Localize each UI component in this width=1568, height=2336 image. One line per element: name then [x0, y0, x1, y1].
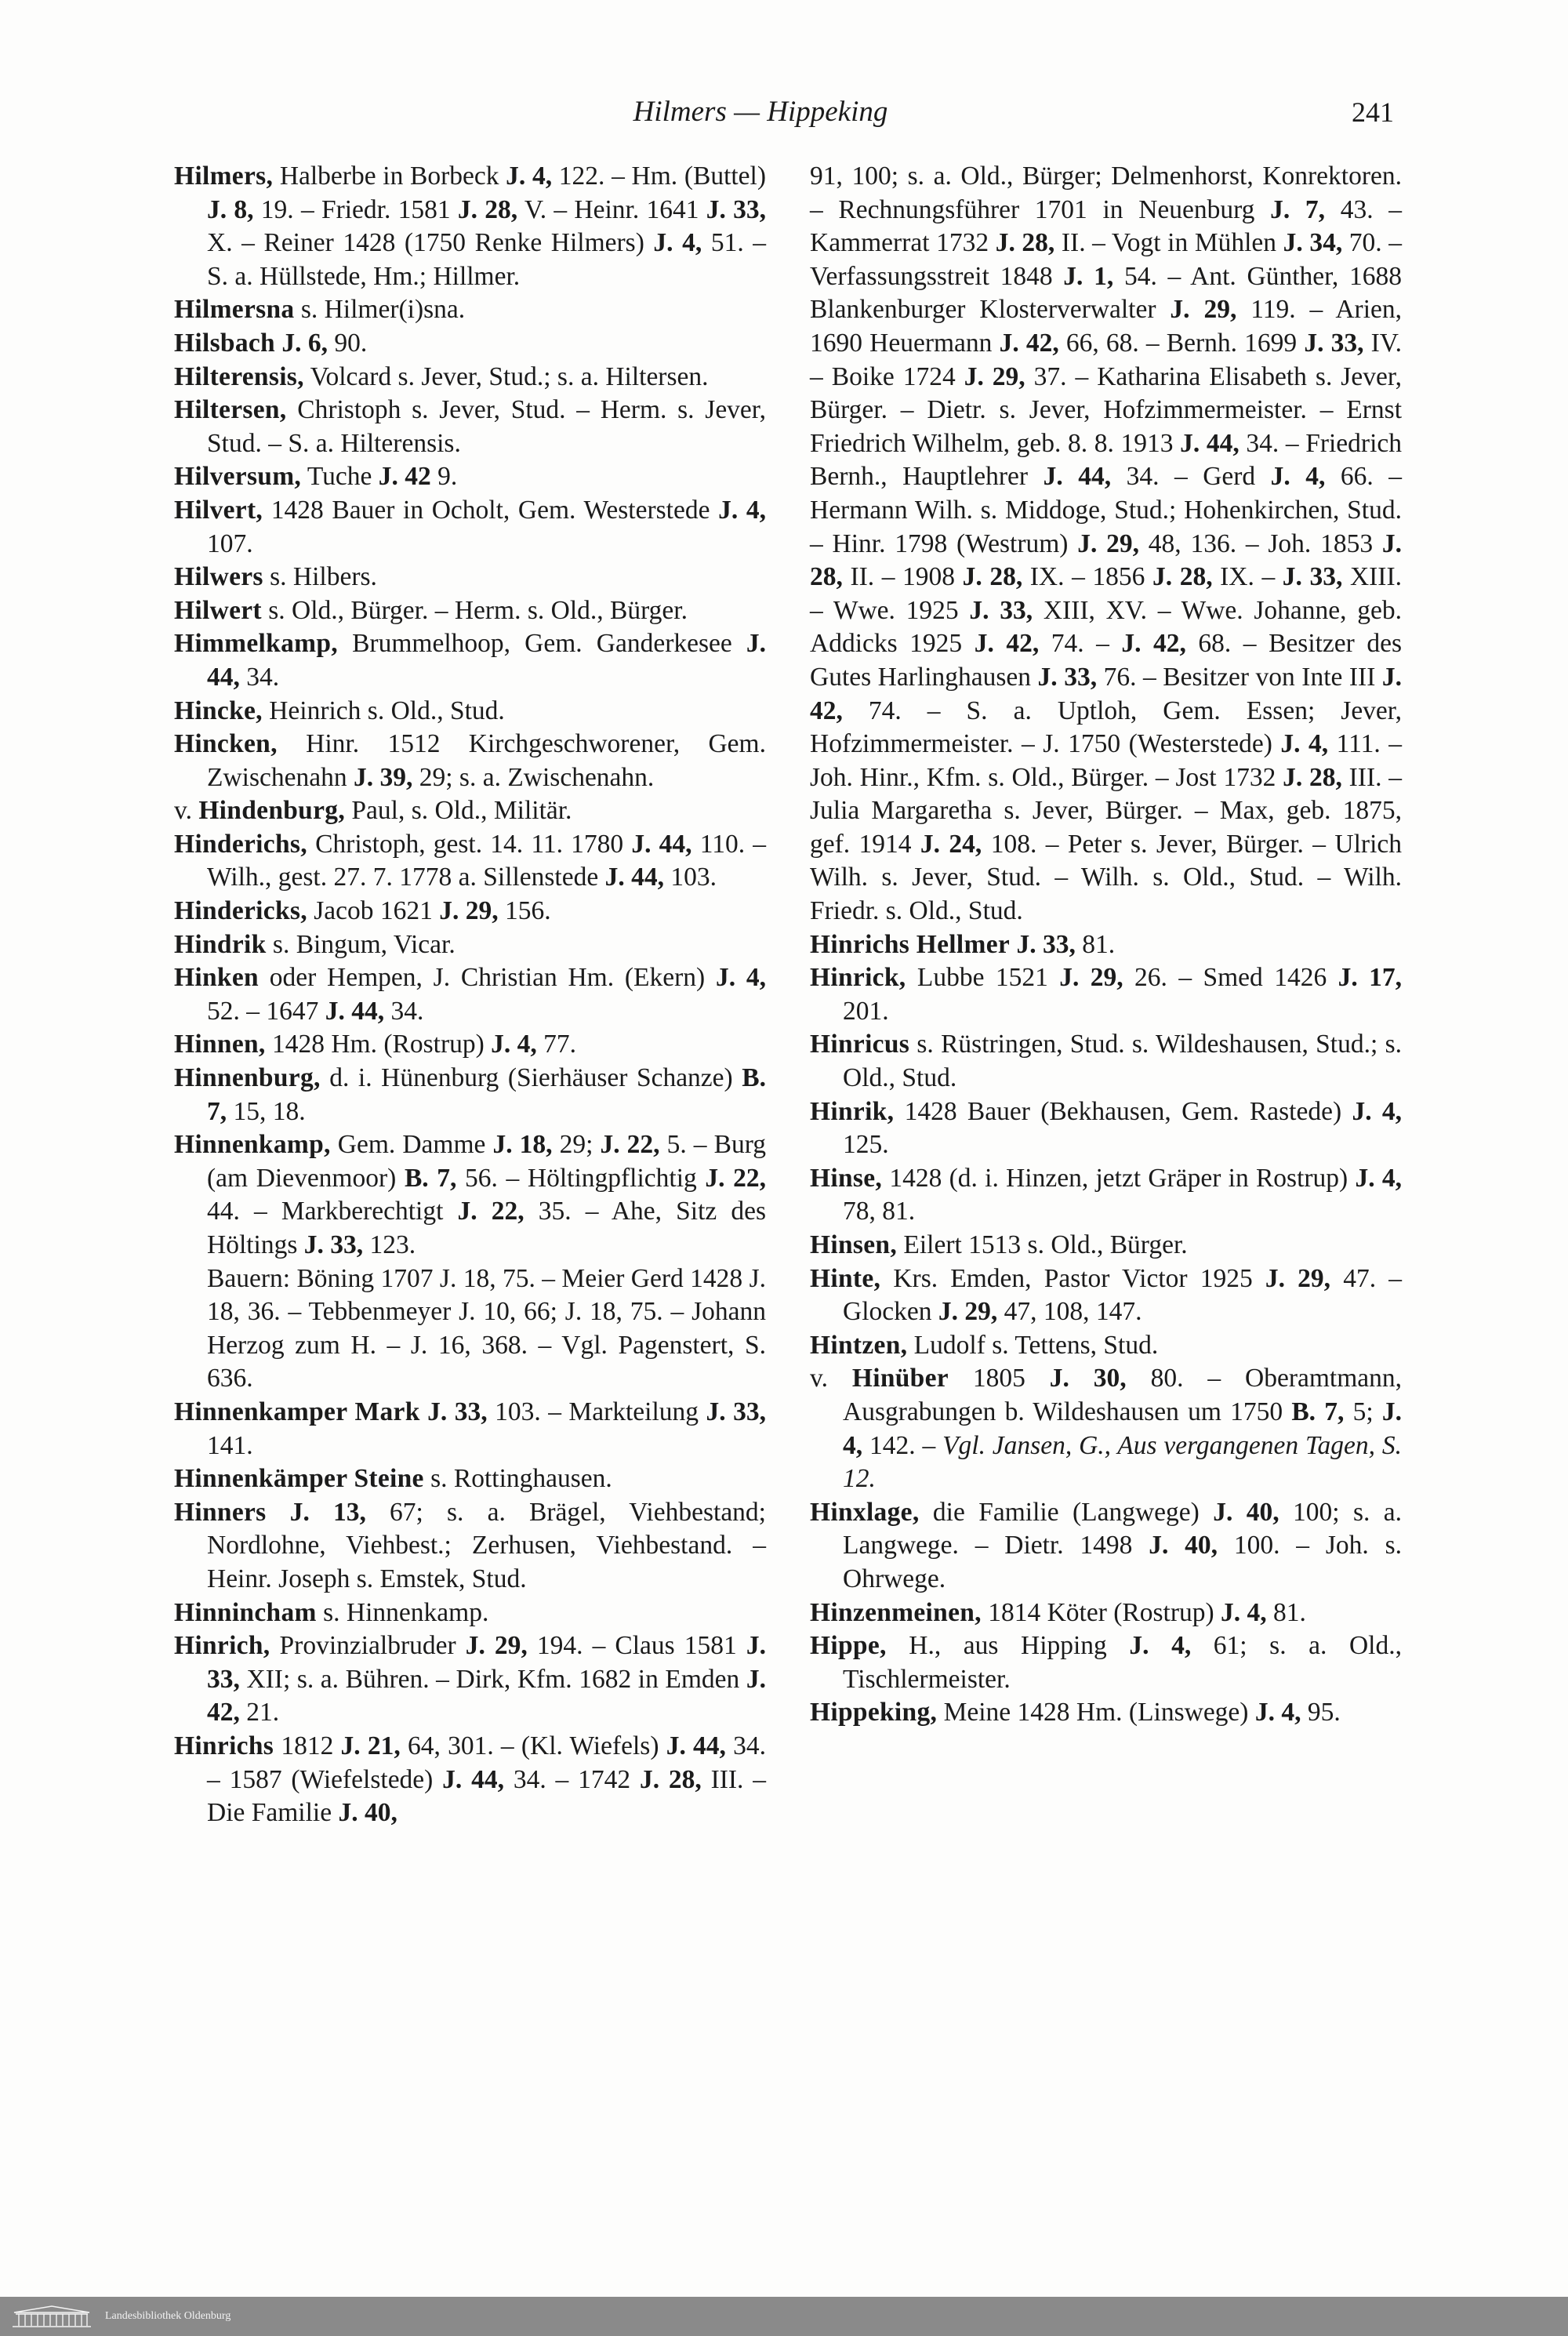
volume-reference: J. 29,	[465, 1631, 528, 1661]
entry-text: v.	[174, 796, 199, 826]
volume-reference: J. 4,	[1221, 1597, 1267, 1627]
index-entry	[810, 1329, 1402, 1363]
headword: Hippe,	[810, 1631, 887, 1661]
headword: Hinnincham	[174, 1597, 317, 1627]
entry-text: 70. – Verfassungsstreit 1848	[810, 228, 1403, 291]
headword: Hinrichs	[174, 1731, 274, 1760]
index-entry	[174, 1396, 766, 1462]
index-entry	[810, 1095, 1402, 1162]
volume-reference: J. 7,	[1270, 194, 1326, 224]
entry-text: XIII. – Wwe. 1925	[810, 562, 1402, 625]
entry-text: 123.	[363, 1230, 416, 1259]
entry-text: s. Hilmer(i)sna.	[294, 295, 466, 325]
entry-text: Christoph s. Jever, Stud. – Herm. s. Jever, Stud. – S. a. Hilterensis.	[207, 395, 766, 458]
entry-text: Brummelhoop, Gem. Ganderkesee	[337, 629, 746, 659]
entry-text: 66. – Hermann Wilh. s. Middoge, Stud.; Hohenkirchen, Stud. – Hinr. 1798 (Westrum)	[810, 462, 1403, 558]
volume-reference: J. 33,	[1304, 328, 1364, 358]
entry-text: 34.	[239, 662, 280, 692]
entry-text: 9.	[430, 462, 458, 492]
volume-reference: J. 29,	[1059, 963, 1123, 993]
volume-reference: J. 4,	[491, 1030, 537, 1059]
entry-text: 194. – Claus 1581	[527, 1631, 746, 1661]
entry-text: XIII, XV. – Wwe. Johanne, geb. Addicks 1925	[810, 595, 1403, 659]
entry-text: 68. – Besitzer des Gutes Harlinghausen	[810, 629, 1402, 692]
entry-text: 35. – Ahe, Sitz des Höltings	[207, 1197, 767, 1259]
entry-text: 34. – Gerd	[1111, 462, 1271, 492]
entry-text: 26. – Smed 1426	[1123, 963, 1338, 993]
volume-reference: J. 30,	[1049, 1364, 1127, 1393]
running-title: Hilmers — Hippeking	[633, 96, 888, 128]
headword: Hinüber	[851, 1364, 949, 1393]
library-name: Landesbibliothek Oldenburg	[105, 2310, 231, 2322]
entry-text: 78, 81.	[843, 1197, 916, 1226]
entry-text: s. Rüstringen, Stud. s. Wildeshausen, Stud.; s. Old., Stud.	[843, 1030, 1402, 1093]
volume-reference: J. 4,	[843, 1397, 1402, 1460]
entry-text: 47, 108, 147.	[997, 1297, 1142, 1327]
entry-text: III. – Die Familie	[207, 1764, 767, 1828]
headword: Hinderichs,	[174, 829, 307, 859]
entry-text: 29; s. a. Zwischenahn.	[412, 762, 655, 792]
entry-text: 1428 Bauer in Ocholt, Gem. Westerstede	[263, 495, 719, 525]
volume-reference: J. 4,	[1270, 462, 1326, 492]
index-entry	[174, 627, 766, 694]
index-subentry	[174, 1262, 766, 1396]
entry-text: s. Hinnenkamp.	[316, 1597, 489, 1627]
volume-reference: J. 42,	[974, 629, 1040, 659]
entry-text: 5. – Burg (am Dievenmoor)	[207, 1130, 766, 1193]
entry-text: s. Rottinghausen.	[423, 1464, 612, 1494]
index-entry	[174, 1629, 766, 1730]
entry-text: 368. –	[470, 1330, 562, 1360]
volume-reference: J. 33,	[1282, 562, 1343, 592]
entry-text: 64, 301. – (Kl. Wiefels)	[400, 1731, 666, 1760]
entry-text: oder Hempen, J. Christian Hm. (Ekern)	[258, 963, 716, 993]
volume-reference: J. 28,	[1152, 562, 1213, 592]
index-entry	[810, 1629, 1402, 1696]
volume-reference: J. 44,	[207, 629, 766, 692]
index-entry	[174, 594, 766, 628]
index-entry	[174, 794, 766, 828]
entry-text: 1428 Hm. (Rostrup)	[265, 1030, 492, 1059]
entry-text: Lubbe 1521	[906, 963, 1060, 993]
volume-reference: J. 22,	[600, 1130, 660, 1160]
headword: Hilsbach	[174, 328, 275, 358]
entry-text: 75. – Meier Gerd 1428	[495, 1263, 750, 1293]
headword: Hinnen,	[174, 1030, 266, 1059]
volume-reference: J. 44,	[666, 1731, 726, 1760]
entry-text: X. – Reiner 1428 (1750 Renke Hilmers)	[207, 228, 654, 258]
entry-text: 201.	[843, 996, 889, 1026]
right-column	[810, 160, 1402, 1730]
entry-text: 48, 136. – Joh. 1853	[1139, 529, 1382, 558]
entry-text: v.	[810, 1364, 852, 1393]
volume-reference: J. 29,	[938, 1297, 998, 1327]
headword: Hilterensis,	[174, 361, 304, 391]
volume-reference: J. 16,	[410, 1330, 471, 1360]
index-entry-continuation	[810, 160, 1402, 928]
left-column	[174, 160, 766, 1830]
headword: Hiltersen,	[174, 395, 287, 425]
volume-reference: J. 29,	[964, 361, 1025, 391]
entry-text: 141.	[207, 1430, 253, 1460]
entry-text: Paul, s. Old., Militär.	[345, 796, 572, 826]
volume-reference: J. 40,	[1213, 1497, 1279, 1527]
entry-text: Heinrich s. Old., Stud.	[262, 696, 505, 725]
headword: Hinrichs Hellmer	[810, 929, 1011, 959]
volume-reference: J. 42	[378, 462, 431, 492]
headword: Hinnenburg,	[174, 1063, 321, 1093]
index-entry	[174, 828, 766, 895]
volume-reference: J. 39,	[353, 762, 413, 792]
entry-text: XII; s. a. Bühren. – Dirk, Kfm. 1682 in Emden	[239, 1664, 746, 1694]
entry-text: Volcard s. Jever, Stud.; s. a. Hiltersen.	[303, 361, 709, 391]
volume-reference: J. 29,	[1170, 295, 1237, 325]
headword: Hindrik	[174, 929, 267, 959]
italic-reference: Vgl. Jansen, G., Aus vergangenen Tagen, S. 12.	[843, 1430, 1403, 1494]
entry-text: 80. – Oberamtmann, Ausgrabungen b. Wildeshausen um 1750	[843, 1364, 1403, 1426]
entry-text: 1812	[274, 1731, 341, 1760]
headword: Hinnenkamper Mark	[174, 1397, 420, 1426]
entry-text: 110. – Wilh., gest. 27. 7. 1778 a. Sillenstede	[207, 829, 767, 892]
volume-reference: J. 29,	[1265, 1263, 1331, 1293]
entry-text: 66;	[516, 1297, 565, 1327]
entry-text: 5;	[1344, 1397, 1382, 1426]
volume-reference: J. 44,	[442, 1764, 504, 1794]
headword: Hinken	[174, 963, 259, 993]
entry-text: 95.	[1301, 1698, 1341, 1727]
entry-text: 34.	[384, 996, 424, 1026]
index-entry	[174, 361, 766, 394]
headword: Hincke,	[174, 696, 263, 725]
entry-text: d. i. Hünenburg (Sierhäuser Schanze)	[320, 1063, 742, 1093]
library-footer-bar	[0, 2297, 1568, 2336]
volume-reference: J. 42,	[999, 328, 1059, 358]
entry-text: 1805	[948, 1364, 1050, 1393]
entry-text: Eilert 1513 s. Old., Bürger.	[897, 1230, 1188, 1259]
entry-text: 21.	[239, 1698, 280, 1727]
volume-reference: J. 34,	[1283, 228, 1343, 258]
entry-text: Meine 1428 Hm. (Linswege)	[937, 1698, 1255, 1727]
volume-reference: J. 33,	[303, 1230, 364, 1259]
volume-reference: J. 4,	[653, 228, 702, 258]
headword: Hilmersna	[174, 295, 295, 325]
headword: Hinricus	[810, 1030, 910, 1059]
index-entry	[174, 293, 766, 327]
entry-text: 44. – Markberechtigt	[207, 1197, 458, 1226]
entry-text: 34. – Friedrich Bernh., Hauptlehrer	[810, 428, 1403, 492]
volume-reference: J. 29,	[439, 896, 499, 926]
entry-text: 47. – Glocken	[843, 1263, 1403, 1327]
index-entry	[174, 460, 766, 494]
headword: Hintzen,	[810, 1330, 908, 1360]
index-entry	[174, 561, 766, 594]
volume-reference: J. 33,	[706, 194, 767, 224]
index-entry	[810, 1696, 1402, 1730]
entry-text: 1428 Bauer (Bekhausen, Gem. Rastede)	[894, 1096, 1352, 1126]
entry-text: 75. – Johann Herzog zum H. –	[207, 1297, 767, 1360]
entry-text: 77.	[536, 1030, 577, 1059]
entry-text: 56. – Höltingpflichtig	[456, 1163, 706, 1193]
index-entry	[810, 1162, 1402, 1229]
volume-reference: J. 18,	[564, 1297, 622, 1327]
volume-reference: J. 21,	[340, 1731, 401, 1760]
index-entry	[174, 728, 766, 794]
headword: Hilmers,	[174, 162, 274, 191]
volume-reference: J. 6,	[281, 328, 328, 358]
entry-text: 100; s. a. Langwege. – Dietr. 1498	[843, 1497, 1402, 1560]
headword: Hinsen,	[810, 1230, 898, 1259]
entry-text: 91, 100; s. a. Old., Bürger; Delmenhorst, Konrektoren. – Rechnungsführer 1701 in Neuenburg	[810, 162, 1402, 224]
volume-reference: J. 44,	[1180, 428, 1240, 458]
index-entry	[810, 1028, 1402, 1095]
entry-text: 103. – Markteilung	[487, 1397, 706, 1426]
index-entry	[810, 1496, 1402, 1597]
entry-text: II. – Vogt in Mühlen	[1054, 228, 1283, 258]
volume-reference: Tebbenmeyer J. 10,	[308, 1297, 517, 1327]
entry-text: 142. –	[862, 1430, 943, 1460]
entry-text: 37. – Katharina Elisabeth s. Jever, Bürger. – Dietr. s. Jever, Hofzimmermeister. – Ernst Friedrich Wilhelm, geb. 8. 8. 1913	[810, 361, 1403, 458]
entry-text: IX. –	[1212, 562, 1283, 592]
page-number: 241	[1352, 96, 1394, 128]
entry-text: 51. – S. a. Hüllstede, Hm.; Hillmer.	[207, 228, 767, 291]
index-entry	[174, 1462, 766, 1496]
entry-text: 108. – Peter s. Jever, Bürger. – Ulrich Wilh. s. Jever, Stud. – Wilh. s. Old., Stud. – Wilh. Friedr. s. Old., Stud.	[810, 829, 1402, 926]
entry-text: Jacob 1621	[307, 896, 440, 926]
entry-text: 103.	[663, 863, 717, 892]
entry-text: H., aus Hipping	[886, 1631, 1130, 1661]
index-entry	[810, 1229, 1402, 1262]
entry-text: 81.	[1075, 929, 1116, 959]
entry-text: II. – 1908	[842, 562, 963, 592]
entry-text: 66, 68. – Bernh. 1699	[1058, 328, 1305, 358]
index-entry	[810, 928, 1402, 962]
index-entry	[174, 895, 766, 928]
headword: Hilwers	[174, 562, 263, 592]
headword: Hinrik,	[810, 1096, 895, 1126]
entry-text: 90.	[328, 328, 368, 358]
volume-reference: J. 44,	[1043, 462, 1112, 492]
headword: Hinte,	[810, 1263, 881, 1293]
headword: Himmelkamp,	[174, 629, 338, 659]
index-entry	[174, 394, 766, 460]
index-entry	[810, 1597, 1402, 1630]
entry-text: Ludolf s. Tettens, Stud.	[907, 1330, 1159, 1360]
entry-text: Tuche	[301, 462, 379, 492]
volume-reference: J. 42,	[1121, 629, 1186, 659]
volume-reference: J. 22,	[457, 1197, 524, 1226]
volume-reference: J. 4,	[1129, 1631, 1192, 1661]
entry-text: Krs. Emden, Pastor Victor 1925	[880, 1263, 1265, 1293]
volume-reference: J. 42,	[810, 662, 1403, 725]
entry-text: 1428 (d. i. Hinzen, jetzt Gräper in Rostrup)	[882, 1163, 1356, 1193]
volume-reference: J. 22,	[705, 1163, 766, 1193]
volume-reference: J. 4,	[1280, 729, 1329, 759]
entry-text: V. – Heinr. 1641	[517, 194, 706, 224]
volume-reference: J. 33,	[969, 595, 1033, 625]
headword: Hinnenkämper Steine	[174, 1464, 424, 1494]
entry-text: Christoph, gest. 14. 11. 1780	[307, 829, 632, 859]
entry-text: Gem. Damme	[330, 1130, 493, 1160]
volume-reference: J. 4,	[1352, 1096, 1403, 1126]
headword: Hinzenmeinen,	[810, 1597, 982, 1627]
entry-text: IX. – 1856	[1022, 562, 1152, 592]
index-entry	[174, 961, 766, 1028]
headword: Hippeking,	[810, 1698, 938, 1727]
entry-text: 34. – 1587 (Wiefelstede)	[207, 1731, 767, 1794]
index-entry	[174, 1028, 766, 1062]
headword: Hindericks,	[174, 896, 307, 926]
volume-reference: J. 24,	[920, 829, 982, 859]
index-entry	[174, 327, 766, 361]
headword: Hinrick,	[810, 963, 906, 993]
entry-text: 29;	[552, 1130, 601, 1160]
entry-text: 54. – Ant. Günther, 1688 Blankenburger Klosterverwalter	[810, 261, 1403, 325]
volume-reference: J. 33,	[706, 1397, 767, 1426]
volume-reference: J. 1,	[1063, 261, 1114, 291]
entry-text: s. Hilbers.	[263, 562, 377, 592]
entry-text: 52. – 1647	[207, 996, 325, 1026]
volume-reference: J. 44,	[325, 996, 385, 1026]
entry-text: die Familie (Langwege)	[919, 1497, 1214, 1527]
entry-text: IV. – Boike 1724	[810, 328, 1403, 391]
entry-text: 76. – Besitzer von Inte III	[1097, 662, 1382, 692]
volume-reference: J. 4,	[506, 162, 553, 191]
volume-reference: J. 18,	[439, 1263, 496, 1293]
volume-reference: J. 18,	[207, 1263, 766, 1327]
entry-text: Bauern: Böning 1707	[207, 1263, 440, 1293]
entry-text: 125.	[843, 1130, 889, 1160]
entry-text: 36. –	[239, 1297, 309, 1327]
headword: Hilvert,	[174, 495, 263, 525]
volume-reference: J. 33,	[427, 1397, 488, 1426]
volume-reference: J. 42,	[207, 1664, 766, 1727]
headword: Hilversum,	[174, 462, 302, 492]
volume-reference: J. 28,	[962, 562, 1023, 592]
volume-reference: J. 28,	[1283, 762, 1342, 792]
entry-text: s. Old., Bürger. – Herm. s. Old., Bürger.	[261, 595, 688, 625]
volume-reference: J. 17,	[1338, 963, 1403, 993]
entry-text: 43. – Kammerrat 1732	[810, 194, 1402, 258]
headword: Hincken,	[174, 729, 278, 759]
volume-reference: J. 4,	[718, 495, 767, 525]
headword: Hindenburg,	[198, 796, 346, 826]
volume-reference: B. 7,	[207, 1063, 766, 1126]
index-entry	[174, 160, 766, 293]
index-entry	[174, 1062, 766, 1128]
running-head	[0, 93, 1568, 132]
volume-reference: J. 4,	[1254, 1698, 1301, 1727]
entry-text: III. – Julia Margaretha s. Jever, Bürger. – Max, geb. 1875, gef. 1914	[810, 762, 1402, 859]
volume-reference: B. 7,	[1291, 1397, 1345, 1426]
entry-text: 34. – 1742	[504, 1764, 640, 1794]
entry-text: 100. – Joh. s. Ohrwege.	[843, 1531, 1403, 1593]
entry-text: Halberbe in Borbeck	[273, 162, 506, 191]
index-entry	[174, 1128, 766, 1262]
index-entry	[810, 961, 1402, 1028]
headword: Hilwert	[174, 595, 262, 625]
entry-text	[267, 1498, 290, 1527]
volume-reference: J. 44,	[631, 829, 692, 859]
volume-reference: J. 4,	[715, 963, 766, 993]
volume-reference: J. 28,	[457, 194, 518, 224]
volume-reference: J. 13,	[289, 1497, 366, 1527]
entry-text: 119. – Arien, 1690 Heuermann	[810, 295, 1403, 358]
index-entry	[174, 1730, 766, 1830]
volume-reference: J. 29,	[1077, 529, 1140, 558]
volume-reference: J. 28,	[810, 529, 1402, 592]
entry-text: s. Bingum, Vicar.	[266, 929, 456, 959]
entry-text: 67; s. a. Brägel, Viehbestand; Nordlohne, Viehbest.; Zerhusen, Viehbestand. – Heinr. Joseph s. Emstek, Stud.	[207, 1497, 766, 1593]
entry-text: 61; s. a. Old., Tischlermeister.	[843, 1631, 1402, 1694]
entry-text: 74. –	[1039, 629, 1122, 659]
volume-reference: J. 40,	[1149, 1531, 1218, 1560]
entry-text: 122. – Hm. (Buttel)	[552, 162, 767, 191]
volume-reference: J. 40,	[338, 1798, 397, 1828]
volume-reference: B. 7,	[404, 1163, 457, 1193]
entry-text: 74. – S. a. Uptloh, Gem. Essen; Jever, Hofzimmermeister. – J. 1750 (Westerstede)	[810, 696, 1402, 759]
entry-text: Provinzialbruder	[270, 1631, 466, 1661]
volume-reference: J. 33,	[207, 1631, 766, 1694]
headword: Hinse,	[810, 1163, 883, 1193]
volume-reference: J. 8,	[207, 194, 254, 224]
volume-reference: J. 4,	[1355, 1163, 1402, 1193]
entry-text: Hinr. 1512 Kirchgeschworener, Gem. Zwischenahn	[207, 729, 766, 792]
index-entry	[174, 1496, 766, 1597]
headword: Hinnenkamp,	[174, 1130, 331, 1160]
volume-reference: J. 33,	[1016, 929, 1076, 959]
volume-reference: J. 28,	[639, 1764, 702, 1794]
italic-reference: Vgl. Pagenstert, S. 636.	[207, 1330, 766, 1393]
entry-text	[420, 1397, 427, 1426]
index-entry	[174, 1597, 766, 1630]
index-entry	[810, 1262, 1402, 1329]
volume-reference: J. 18,	[492, 1130, 553, 1160]
entry-text: 19. – Friedr. 1581	[253, 194, 458, 224]
entry-text: 81.	[1266, 1597, 1306, 1627]
library-building-icon	[11, 2305, 93, 2328]
headword: Hinners	[174, 1497, 267, 1527]
volume-reference: J. 33,	[1037, 662, 1098, 692]
index-entry	[810, 1362, 1402, 1495]
entry-text: 15, 18.	[227, 1096, 306, 1126]
headword: Hinxlage,	[810, 1497, 920, 1527]
entry-text: 156.	[498, 896, 551, 926]
index-entry	[174, 928, 766, 962]
index-entry	[174, 494, 766, 561]
entry-text: 107.	[207, 529, 253, 558]
index-entry	[174, 695, 766, 728]
volume-reference: J. 44,	[604, 863, 664, 892]
entry-text: 1814 Köter (Rostrup)	[981, 1597, 1221, 1627]
entry-text: 111. – Joh. Hinr., Kfm. s. Old., Bürger. – Jost 1732	[810, 729, 1403, 792]
headword: Hinrich,	[174, 1631, 270, 1661]
volume-reference: J. 28,	[995, 228, 1055, 258]
